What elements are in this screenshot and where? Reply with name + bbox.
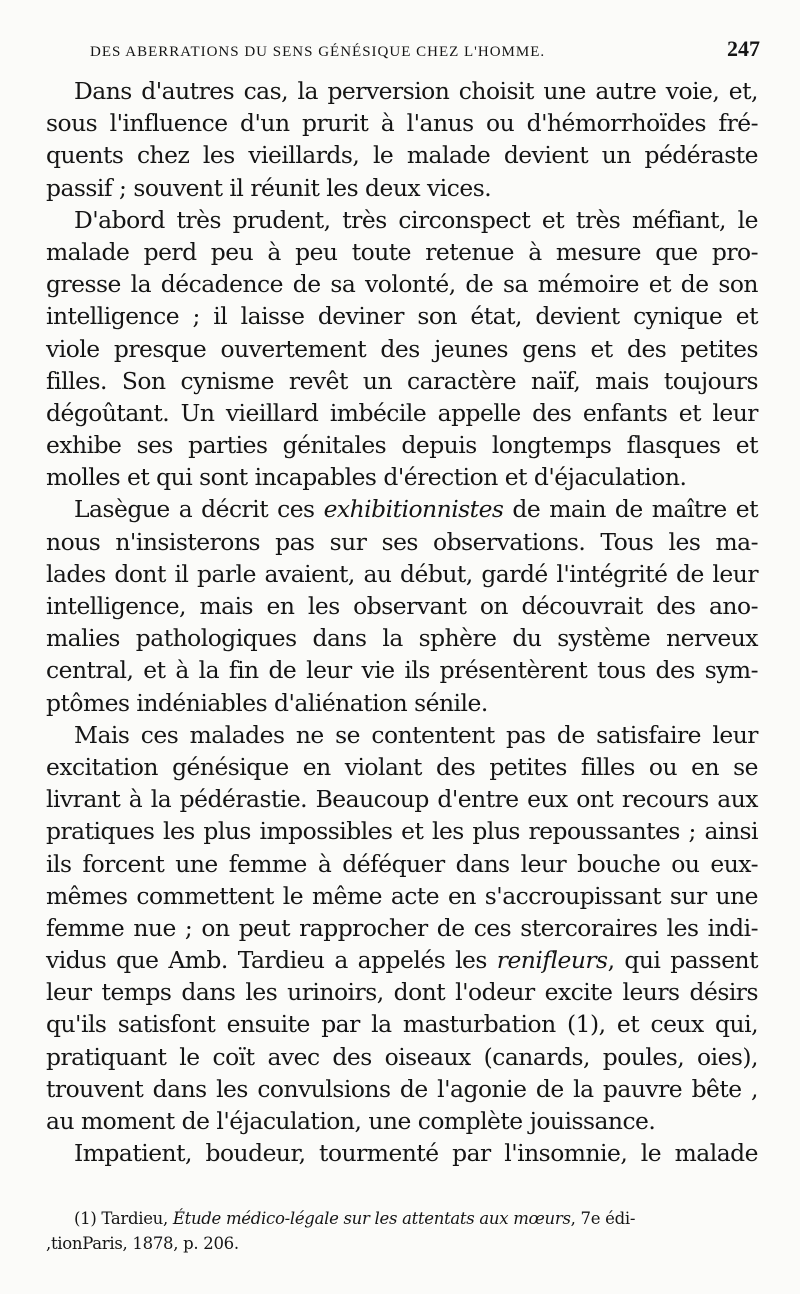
text-line: mêmes commettent le même acte en s'accroupissant sur une [46, 881, 758, 910]
text-line: dégoûtant. Un vieillard imbécile appelle des enfants et leur [46, 398, 758, 427]
text-line: malies pathologiques dans la sphère du système nerveux [46, 624, 758, 653]
text-line: sous l'influence d'un prurit à l'anus ou d'hémorrhoïdes fré- [46, 109, 758, 138]
text-line: livrant à la pédérastie. Beaucoup d'entre eux ont recours aux [46, 785, 758, 814]
text-line: lades dont il parle avaient, au début, gardé l'intégrité de leur [46, 559, 758, 588]
text-line: pratiquant le coït avec des oiseaux (canards, poules, oies), [46, 1042, 758, 1071]
text-line: Impatient, boudeur, tourmenté par l'insomnie, le malade [74, 1139, 758, 1168]
running-head [90, 36, 760, 62]
footnote-line: (1) Tardieu, Étude médico-légale sur les attentats aux mœurs, 7e édi- [74, 1209, 636, 1228]
text-line: nous n'insisterons pas sur ses observations. Tous les ma- [46, 527, 758, 556]
text-line: ils forcent une femme à déféquer dans leur bouche ou eux- [46, 849, 758, 878]
text-line: malade perd peu à peu toute retenue à mesure que pro- [46, 237, 758, 266]
text-line: molles et qui sont incapables d'érection et d'éjaculation. [46, 463, 687, 492]
text-line: au moment de l'éjaculation, une complète jouissance. [46, 1107, 656, 1135]
text-line: intelligence, mais en les observant on découvrait des ano- [46, 592, 758, 620]
body-text [46, 75, 758, 1169]
text-line: qu'ils satisfont ensuite par la masturbation (1), et ceux qui, [46, 1010, 758, 1039]
text-line: Lasègue a décrit ces exhibitionnistes de main de maître et [74, 495, 758, 524]
text-line: passif ; souvent il réunit les deux vices. [46, 173, 492, 202]
running-title: DES ABERRATIONS DU SENS GÉNÉSIQUE CHEZ L'HOMME. [90, 44, 546, 60]
text-line: D'abord très prudent, très circonspect et très méfiant, le [74, 205, 758, 234]
text-line: filles. Son cynisme revêt un caractère naïf, mais toujours [46, 366, 758, 395]
text-line: femme nue ; on peut rapprocher de ces stercoraires les indi- [46, 913, 758, 942]
text-line: pratiques les plus impossibles et les plus repoussantes ; ainsi [46, 817, 758, 846]
text-line: Mais ces malades ne se contentent pas de satisfaire leur [74, 720, 758, 749]
text-line: quents chez les vieillards, le malade devient un pédéraste [46, 141, 758, 170]
text-line: excitation génésique en violant des petites filles ou en se [46, 752, 758, 781]
text-line: central, et à la fin de leur vie ils présentèrent tous des sym- [46, 656, 758, 685]
text-line: leur temps dans les urinoirs, dont l'odeur excite leurs désirs [46, 978, 758, 1007]
page-number: 247 [727, 36, 760, 61]
text-line: vidus que Amb. Tardieu a appelés les renifleurs, qui passent [46, 946, 758, 975]
text-line: intelligence ; il laisse deviner son état, devient cynique et [46, 302, 758, 331]
text-line: ptômes indéniables d'aliénation sénile. [46, 688, 488, 717]
text-line: exhibe ses parties génitales depuis longtemps flasques et [46, 431, 758, 460]
text-line: viole presque ouvertement des jeunes gens et des petites [46, 334, 758, 363]
text-line: Dans d'autres cas, la perversion choisit une autre voie, et, [74, 77, 758, 105]
footnote-line: ,tionParis, 1878, p. 206. [46, 1234, 239, 1253]
text-line: gresse la décadence de sa volonté, de sa mémoire et de son [46, 270, 758, 299]
footnote [46, 1206, 758, 1256]
text-line: trouvent dans les convulsions de l'agonie de la pauvre bête , [46, 1074, 758, 1103]
